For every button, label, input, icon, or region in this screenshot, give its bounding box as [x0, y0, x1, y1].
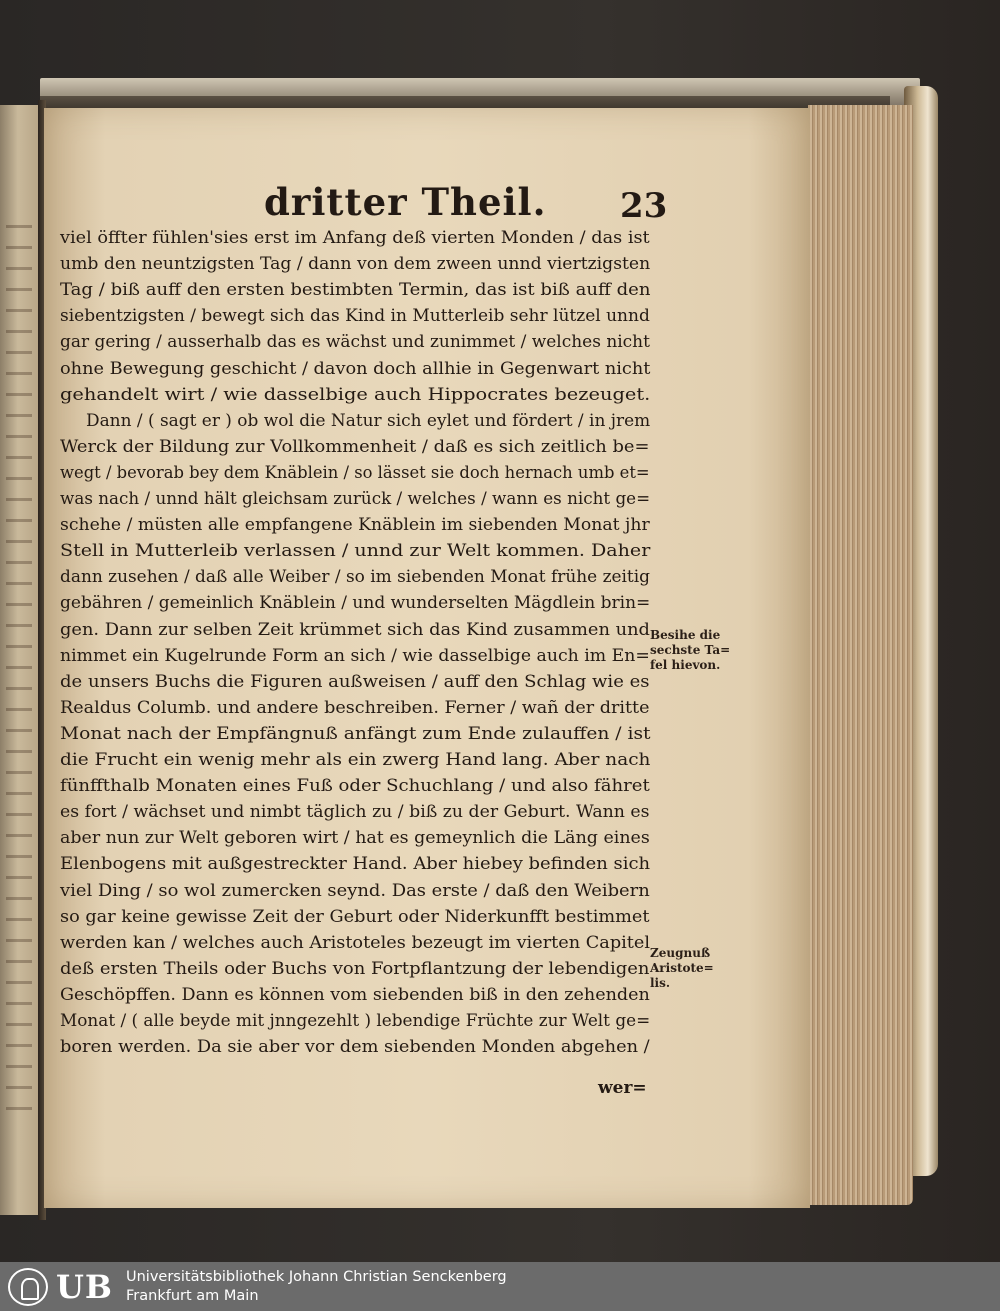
running-head: dritter Theil.: [264, 180, 547, 224]
text-line: Werck der Bildung zur Vollkommenheit / daß es sich zeitlich be=: [60, 436, 650, 457]
library-name-line2: Frankfurt am Main: [126, 1288, 259, 1304]
text-line: Dann / ( sagt er ) ob wol die Natur sich eylet und fördert / in jrem: [86, 410, 651, 431]
text-line: viel Ding / so wol zumercken seynd. Das erste / daß den Weibern: [60, 880, 650, 901]
library-name-line1: Universitätsbibliothek Johann Christian Senckenberg: [126, 1269, 507, 1285]
text-line: Tag / biß auff den ersten bestimbten Termin, das ist biß auff den: [60, 280, 651, 301]
page-number: 23: [620, 186, 668, 226]
text-line: gehandelt wirt / wie dasselbige auch Hippocrates bezeuget.: [60, 384, 651, 405]
margin-note-line: Aristote=: [650, 961, 714, 975]
margin-note-line: Zeugnuß: [650, 946, 711, 960]
margin-note-line: Besihe die: [650, 628, 721, 642]
text-line: Realdus Columb. und andere beschreiben. Ferner / wañ der dritte: [60, 697, 650, 718]
margin-note-line: lis.: [650, 976, 671, 990]
text-line: nimmet ein Kugelrunde Form an sich / wie dasselbige auch im En=: [60, 645, 650, 666]
text-line: wegt / bevorab bey dem Knäblein / so lässet sie doch hernach umb et=: [60, 462, 650, 483]
margin-note-line: sechste Ta=: [650, 643, 731, 657]
text-line: de unsers Buchs die Figuren außweisen / auff den Schlag wie es: [60, 671, 650, 692]
text-line: deß ersten Theils oder Buchs von Fortpflantzung der lebendigen: [60, 958, 650, 979]
text-line: viel öffter fühlen'sies erst im Anfang deß vierten Monden / das ist: [60, 228, 650, 248]
text-line: fünffthalb Monaten eines Fuß oder Schuchlang / und also fähret: [60, 776, 650, 797]
text-line: Elenbogens mit außgestreckter Hand. Aber hiebey befinden sich: [60, 854, 651, 875]
left-page-sliver: [0, 105, 40, 1215]
seal-icon: [8, 1268, 48, 1306]
text-line: gebähren / gemeinlich Knäblein / und wunderselten Mägdlein brin=: [60, 593, 651, 614]
text-line: Stell in Mutterleib verlassen / unnd zur Welt kommen. Daher: [60, 541, 651, 562]
text-line: umb den neuntzigsten Tag / dann von dem zween unnd viertzigsten: [60, 254, 651, 275]
catchword: wer=: [598, 1078, 647, 1098]
library-name: [126, 1268, 507, 1306]
text-line: Monat nach der Empfängnuß anfängt zum Ende zulauffen / ist: [60, 723, 651, 744]
margin-note-table: [650, 628, 730, 673]
text-line: schehe / müsten alle empfangene Knäblein im siebenden Monat jhr: [60, 515, 650, 536]
text-line: gar gering / ausserhalb das es wächst und zunimmet / welches nicht: [60, 332, 650, 353]
library-logo[interactable]: [8, 1266, 116, 1307]
footer-bar: [0, 1262, 1000, 1311]
text-line: dann zusehen / daß alle Weiber / so im siebenden Monat frühe zeitig: [60, 567, 651, 588]
text-line: was nach / unnd hält gleichsam zurück / welches / wann es nicht ge=: [60, 489, 651, 509]
text-line: boren werden. Da sie aber vor dem siebenden Monden abgehen /: [60, 1037, 650, 1058]
margin-note-line: fel hievon.: [650, 658, 721, 672]
text-line: Monat / ( alle beyde mit jnngezehlt ) lebendige Früchte zur Welt ge=: [60, 1011, 651, 1031]
text-line: so gar keine gewisse Zeit der Geburt oder Niderkunfft bestimmet: [60, 906, 650, 927]
text-line: Geschöpffen. Dann es können vom siebenden biß in den zehenden: [60, 984, 650, 1005]
text-line: ohne Bewegung geschicht / davon doch allhie in Gegenwart nicht: [60, 358, 651, 379]
text-line: aber nun zur Welt geboren wirt / hat es gemeynlich die Läng eines: [60, 828, 650, 849]
text-line: werden kan / welches auch Aristoteles bezeugt im vierten Capitel: [60, 932, 651, 953]
text-line: gen. Dann zur selben Zeit krümmet sich das Kind zusammen und: [60, 619, 650, 640]
text-line: die Frucht ein wenig mehr als ein zwerg Hand lang. Aber nach: [60, 750, 651, 770]
text-line: es fort / wächset und nimbt täglich zu / biß zu der Geburt. Wann es: [60, 802, 650, 823]
margin-note-aristotle: [650, 946, 714, 991]
logo-text: UB: [56, 1268, 113, 1306]
page-fore-edge: [808, 105, 913, 1205]
text-line: siebentzigsten / bewegt sich das Kind in Mutterleib sehr lützel unnd: [60, 306, 650, 327]
